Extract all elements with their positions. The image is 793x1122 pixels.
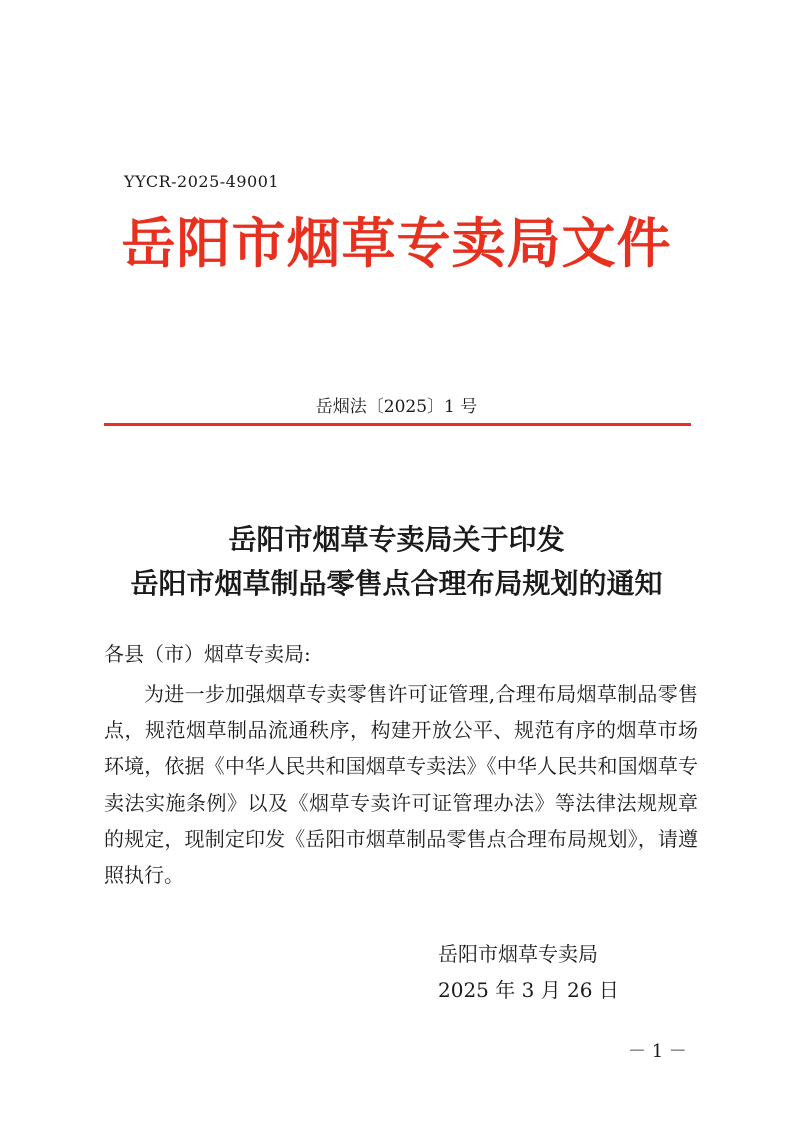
notice-title-line-2: 岳阳市烟草制品零售点合理布局规划的通知 xyxy=(130,567,663,600)
page-number: － 1 － xyxy=(628,1041,687,1062)
document-code: YYCR-2025-49001 xyxy=(124,172,280,191)
document-number: 岳烟法〔2025〕1 号 xyxy=(315,397,478,417)
notice-title xyxy=(0,518,793,606)
notice-title-line-1: 岳阳市烟草专卖局关于印发 xyxy=(228,523,565,556)
salutation: 各县（市）烟草专卖局: xyxy=(104,642,311,666)
issuer-signature: 岳阳市烟草专卖局 xyxy=(438,942,598,966)
body-paragraph: 为进一步加强烟草专卖零售许可证管理,合理布局烟草制品零售点，规范烟草制品流通秩序，构建开放公平、规范有序的烟草市场环境，依据《中华人民共和国烟草专卖法》《中华人民共和国烟草专卖法实施条例》以及《烟草专卖许可证管理办法》等法律法规规章的规定，现制定印发《岳阳市烟草制品零售点合理布局规划》，请遵照执行。 xyxy=(104,682,698,888)
issue-date: 2025 年 3 月 26 日 xyxy=(438,978,619,1002)
red-divider-line xyxy=(104,423,691,426)
masthead-title: 岳阳市烟草专卖局文件 xyxy=(121,211,672,275)
